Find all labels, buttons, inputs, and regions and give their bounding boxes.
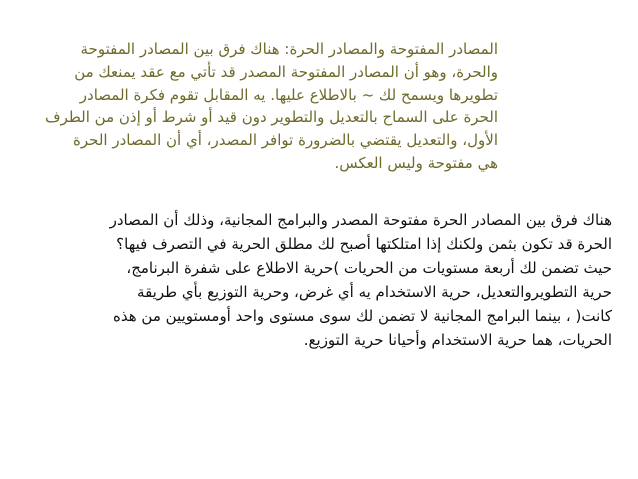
open-sources-paragraph xyxy=(45,38,498,175)
paragraph-line: هي مفتوحة وليس العكس. xyxy=(334,153,498,172)
paragraph-line: كانت( ، بينما البرامج المجانية لا تضمن لك سوى مستوى واحد أومستويين من هذه xyxy=(113,307,612,325)
paragraph-line: هناك فرق بين المصادر الحرة مفتوحة المصدر والبرامج المجانية، وذلك أن المصادر xyxy=(109,211,612,229)
paragraph-line: والحرة، وهو أن المصادر المفتوحة المصدر قد تأتي مع عقد يمنعك من xyxy=(74,62,498,81)
paragraph-line: تطويرها ويسمح لك ~ بالاطلاع عليها. يه المقابل تقوم فكرة المصادر xyxy=(79,85,498,104)
paragraph-line: حيث تضمن لك أربعة مستويات من الحريات )حرية الاطلاع على شفرة البرنامج، xyxy=(126,259,612,277)
paragraph-line: الأول، والتعديل يقتضي بالضرورة توافر المصدر، أي أن المصادر الحرة xyxy=(73,131,498,150)
paragraph-line: الحريات، هما حرية الاستخدام وأحيانا حرية التوزيع. xyxy=(303,331,612,349)
paragraph-line: حرية التطويروالتعديل، حرية الاستخدام يه أي غرض، وحرية التوزيع بأي طريقة xyxy=(137,283,612,301)
paragraph-line: المصادر المفتوحة والمصادر الحرة: هناك فرق بين المصادر المفتوحة xyxy=(80,40,498,58)
paragraph-line: الحرة على السماح بالتعديل والتطوير دون قيد أو شرط أو إذن من الطرف xyxy=(45,108,498,127)
free-vs-gratis-paragraph xyxy=(22,208,612,352)
paragraph-line: الحرة قد تكون بثمن ولكنك إذا امتلكتها أصبح لك مطلق الحرية في التصرف فيها؟ xyxy=(116,235,612,253)
